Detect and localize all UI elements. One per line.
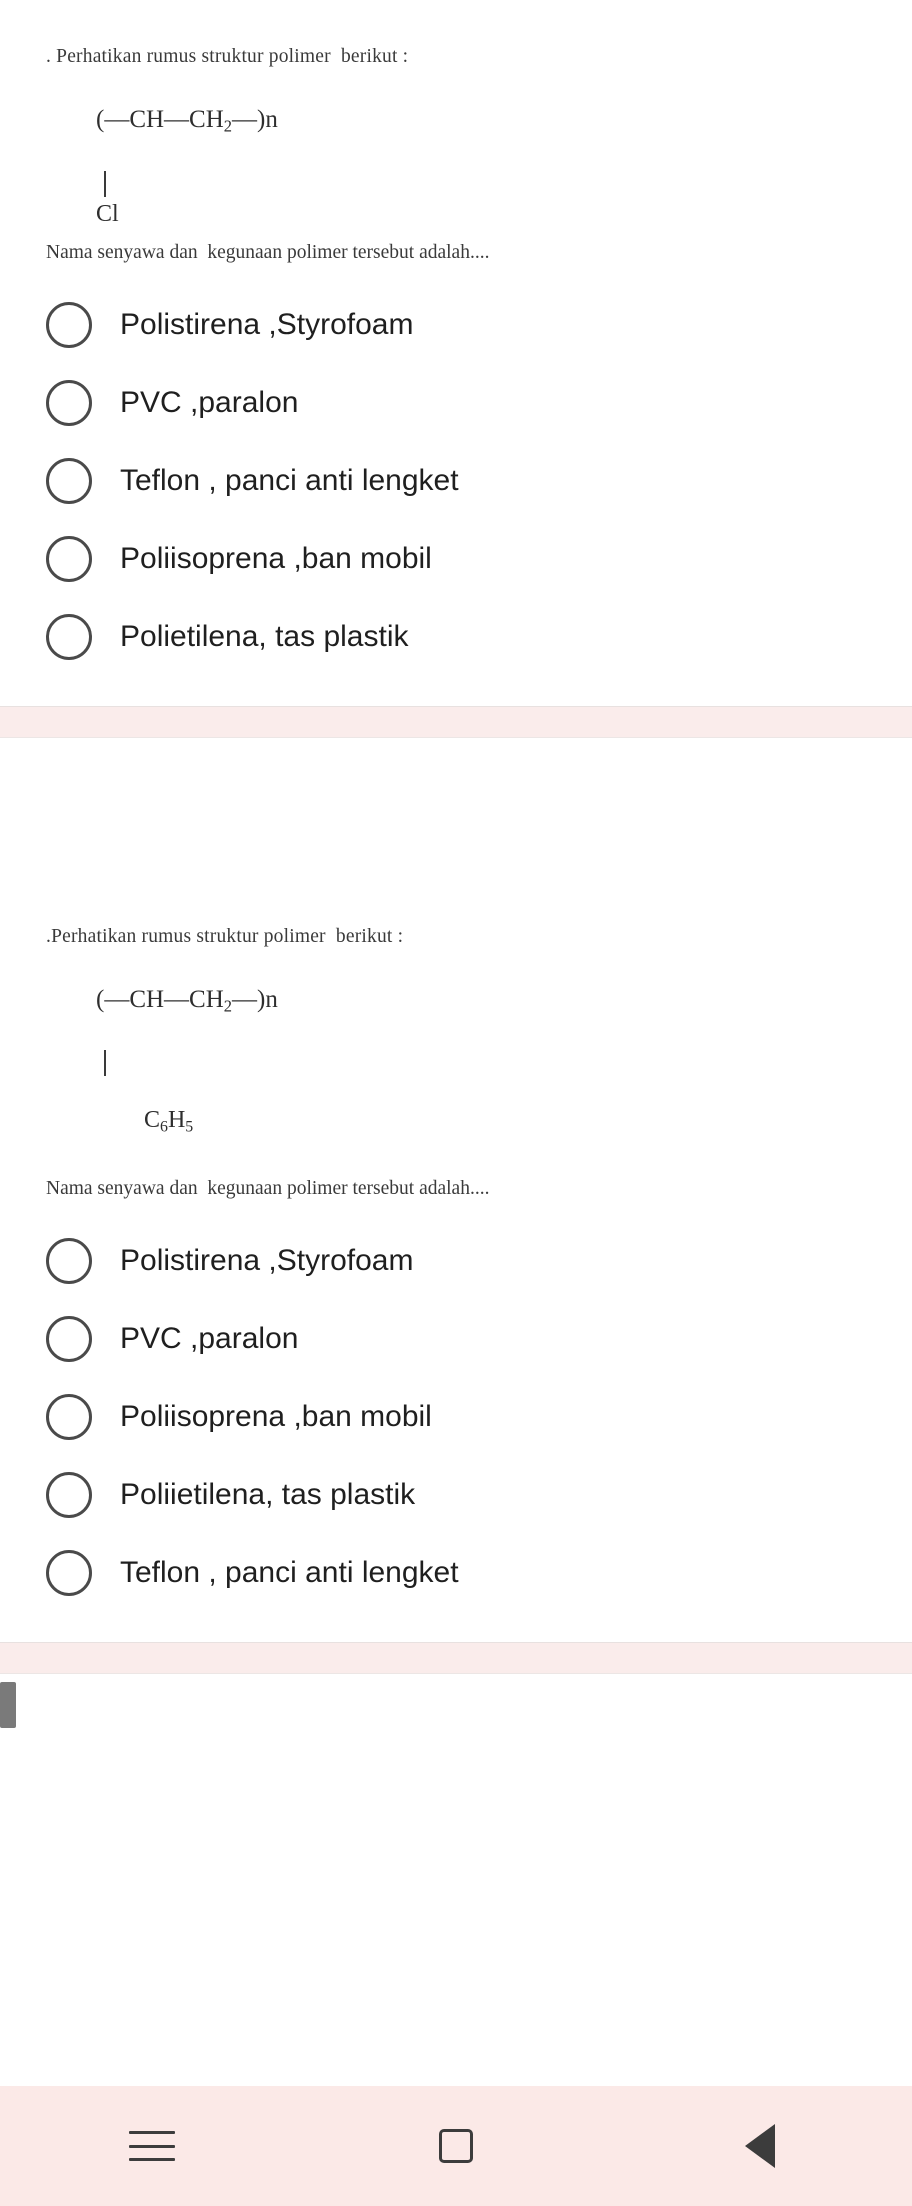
option-row[interactable]	[0, 598, 912, 676]
formula-sub-2: 2	[223, 996, 233, 1016]
option-label: Teflon , panci anti lengket	[120, 1555, 459, 1589]
bond-line-icon-1	[104, 171, 106, 197]
option-row[interactable]	[0, 286, 912, 364]
formula-end-1: —)n	[232, 106, 278, 133]
home-button[interactable]	[396, 2101, 516, 2191]
radio-button-icon[interactable]	[46, 380, 92, 426]
polymer-formula-1	[46, 78, 866, 165]
radio-button-icon[interactable]	[46, 614, 92, 660]
option-label: Polistirena ,Styrofoam	[120, 1243, 414, 1277]
option-label: Polietilena, tas plastik	[120, 619, 409, 653]
system-navigation-bar	[0, 2086, 912, 2206]
question-tail-text-2: Nama senyawa dan kegunaan polimer tersebut adalah....	[46, 1177, 490, 1199]
spacer-bottom	[0, 1744, 912, 2086]
radio-button-icon[interactable]	[46, 1316, 92, 1362]
option-row[interactable]	[0, 364, 912, 442]
formula-main-2: (—CH—CH	[96, 985, 224, 1013]
option-label: PVC ,paralon	[120, 1321, 299, 1355]
formula-main-1: (—CH—CH	[96, 106, 224, 133]
question-card-2	[0, 898, 912, 1642]
option-row[interactable]	[0, 1534, 912, 1612]
radio-button-icon[interactable]	[46, 458, 92, 504]
radio-button-icon[interactable]	[46, 1550, 92, 1596]
hamburger-icon	[129, 2131, 175, 2161]
radio-button-icon[interactable]	[46, 302, 92, 348]
substituent-label-2	[96, 1080, 866, 1163]
recents-button[interactable]	[92, 2101, 212, 2191]
section-separator	[0, 1642, 912, 1674]
question-stem-2	[0, 898, 912, 1200]
option-label: PVC ,paralon	[120, 385, 299, 419]
option-list-1	[0, 264, 912, 706]
option-row[interactable]	[0, 520, 912, 598]
question-card-1	[0, 0, 912, 706]
polymer-formula-2	[46, 958, 866, 1045]
back-button[interactable]	[700, 2101, 820, 2191]
option-label: Poliisoprena ,ban mobil	[120, 541, 432, 575]
radio-button-icon[interactable]	[46, 1394, 92, 1440]
bond-line-icon-2	[104, 1050, 106, 1076]
option-row[interactable]	[0, 442, 912, 520]
option-row[interactable]	[0, 1222, 912, 1300]
option-row[interactable]	[0, 1378, 912, 1456]
option-label: Poliietilena, tas plastik	[120, 1477, 416, 1511]
section-separator	[0, 706, 912, 738]
formula-end-2: —)n	[232, 985, 278, 1013]
formula-sub-1: 2	[223, 116, 233, 136]
radio-button-icon[interactable]	[46, 1238, 92, 1284]
radio-button-icon[interactable]	[46, 536, 92, 582]
radio-button-icon[interactable]	[46, 1472, 92, 1518]
question-stem-text-2: .Perhatikan rumus struktur polimer berikut :	[46, 925, 404, 947]
spacer	[0, 738, 912, 898]
option-row[interactable]	[0, 1456, 912, 1534]
option-label: Polistirena ,Styrofoam	[120, 307, 414, 341]
option-row[interactable]	[0, 1300, 912, 1378]
scroll-area	[0, 1674, 912, 1744]
substituent-label-1: Cl	[96, 200, 119, 227]
scrollbar-thumb[interactable]	[0, 1682, 16, 1728]
back-triangle-icon	[745, 2124, 775, 2168]
option-label: Poliisoprena ,ban mobil	[120, 1399, 432, 1433]
square-icon	[439, 2129, 473, 2163]
option-label: Teflon , panci anti lengket	[120, 463, 459, 497]
question-stem-text-1: . Perhatikan rumus struktur polimer berikut :	[46, 46, 409, 67]
question-tail-text-1: Nama senyawa dan kegunaan polimer tersebut adalah....	[46, 241, 490, 263]
option-list-2	[0, 1200, 912, 1642]
substituent-text-2: $C_6H_5$	[144, 1107, 194, 1136]
question-stem-1	[0, 0, 912, 264]
